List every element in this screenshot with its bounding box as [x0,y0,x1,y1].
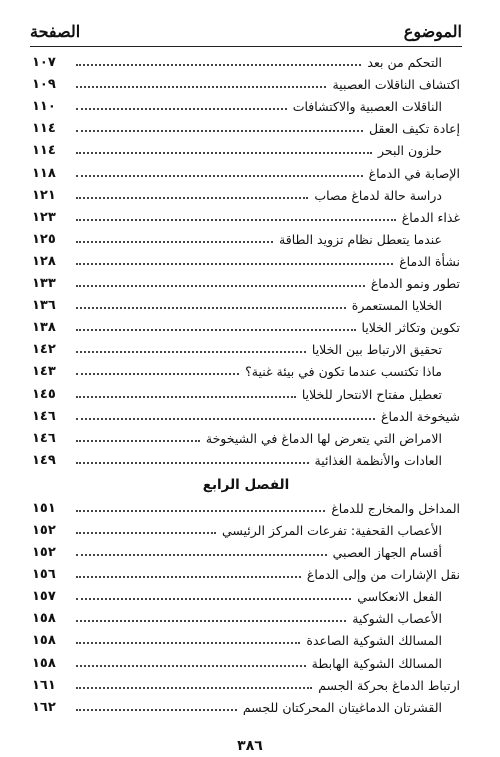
dot-leader [76,329,356,331]
toc-entry-title: الإصابة في الدماغ [368,165,460,181]
toc-entries [32,49,460,716]
toc-entry-page: ١٣٦ [32,298,56,314]
chapter-heading: الفصل الرابع [202,476,290,493]
toc-entry-title: العادات والأنظمة الغذائية [314,452,442,468]
toc-row [32,380,460,402]
dot-leader [76,285,365,287]
toc-entry-title: الناقلات العصبية والاكتشافات [292,99,442,115]
toc-entry-title: المداخل والمخارج للدماغ [331,500,460,516]
toc-entry-page: ١١٤ [32,143,56,159]
dot-leader [76,598,351,600]
toc-entry-page: ١٦١ [32,677,56,693]
toc-header [30,16,462,47]
toc-row [32,694,460,716]
toc-row [32,270,460,292]
dot-leader [76,576,301,578]
dot-leader [76,440,200,442]
dot-leader [76,86,326,88]
toc-entry-page: ١٦٢ [32,699,56,715]
toc-entry-title: ارتباط الدماغ بحركة الجسم [318,677,460,693]
toc-entry-page: ١١٤ [32,121,56,137]
page-number: ٣٨٦ [237,738,263,754]
toc-row [32,93,460,115]
toc-entry-page: ١٢١ [32,187,56,203]
topic-column-heading: الموضوع [403,21,462,41]
dot-leader [76,532,216,534]
dot-leader [76,307,346,309]
dot-leader [76,462,309,464]
toc-entry-page: ١٥٢ [32,522,56,538]
dot-leader [76,687,312,689]
toc-entry-title: شيخوخة الدماغ [381,408,460,424]
toc-entry-page: ١٤٦ [32,430,56,446]
toc-entry-title: المسالك الشوكية الهابطة [311,655,442,671]
toc-row [32,182,460,204]
dot-leader [76,642,300,644]
toc-entry-page: ١٢٣ [32,209,56,225]
toc-entry-page: ١٥١ [32,500,56,516]
toc-entry-title: إعادة تكيف العقل [369,121,460,137]
toc-entry-title: ماذا تكتسب عندما تكون في بيئة غنية؟ [245,364,442,380]
toc-entry-title: أقسام الجهاز العصبي [332,545,442,561]
toc-row [32,495,460,517]
toc-row [32,314,460,336]
toc-row [32,672,460,694]
toc-entry-page: ١٢٥ [32,231,56,247]
dot-leader [76,175,363,177]
toc-entry-page: ١٥٦ [32,567,56,583]
toc-entry-title: المسالك الشوكية الصاعدة [306,633,442,649]
toc-entry-title: الأعصاب القحفية: تفرعات المركز الرئيسي [221,522,442,538]
dot-leader [76,152,372,154]
toc-entry-page: ١٣٨ [32,320,56,336]
toc-entry-page: ١٥٨ [32,633,56,649]
toc-entry-page: ١١٠ [32,99,56,115]
dot-leader [76,64,361,66]
toc-entry-title: تحقيق الارتباط بين الخلايا [311,342,442,358]
dot-leader [76,620,346,622]
toc-entry-page: ١٤٦ [32,408,56,424]
toc-entry-title: اكتشاف الناقلات العصبية [332,77,460,93]
toc-entry-page: ١٤٢ [32,342,56,358]
toc-row [32,605,460,627]
toc-entry-title: القشرتان الدماغيتان المحركتان للجسم [242,699,442,715]
toc-entry-page: ١٤٣ [32,364,56,380]
toc-entry-page: ١٠٩ [32,77,56,93]
toc-row [32,137,460,159]
toc-entry-title: الامراض التي يتعرض لها الدماغ في الشيخوخة [205,430,442,446]
toc-row [32,649,460,671]
toc-entry-title: حلزون البحر [378,143,442,159]
toc-entry-title: الفعل الانعكاسي [357,589,442,605]
toc-row [32,204,460,226]
toc-entry-title: عندما يتعطل نظام تزويد الطاقة [279,231,442,247]
toc-row [32,447,460,469]
toc-entry-page: ١٥٧ [32,589,56,605]
dot-leader [76,665,306,667]
toc-row [32,627,460,649]
toc-entry-page: ١٣٣ [32,276,56,292]
toc-entry-title: غذاء الدماغ [401,209,460,225]
dot-leader [76,241,273,243]
toc-entry-page: ١٠٧ [32,55,56,71]
toc-entry-page: ١٥٨ [32,611,56,627]
toc-row [32,425,460,447]
toc-entry-title: نقل الإشارات من وإلى الدماغ [306,567,460,583]
toc-entry-page: ١١٨ [32,165,56,181]
toc-row [32,248,460,270]
dot-leader [76,373,239,375]
toc-row [32,583,460,605]
dot-leader [76,351,306,353]
toc-entry-page: ١٢٨ [32,253,56,269]
dot-leader [76,263,393,265]
toc-entry-page: ١٥٨ [32,655,56,671]
toc-entry-title: تطور ونمو الدماغ [370,276,460,292]
toc-row [32,226,460,248]
toc-entry-page: ١٤٩ [32,452,56,468]
dot-leader [76,108,287,110]
dot-leader [76,418,375,420]
toc-row [32,159,460,181]
toc-entry-title: الخلايا المستعمرة [351,298,442,314]
toc-row [32,115,460,137]
toc-row [32,336,460,358]
toc-entry-title: تعطيل مفتاح الانتحار للخلايا [301,386,442,402]
dot-leader [76,396,296,398]
dot-leader [76,219,396,221]
toc-entry-page: ١٥٢ [32,545,56,561]
dot-leader [76,709,237,711]
dot-leader [76,130,363,132]
toc-entry-title: نشأة الدماغ [399,253,460,269]
toc-row [32,403,460,425]
toc-row [32,561,460,583]
toc-row [32,358,460,380]
dot-leader [76,197,308,199]
toc-entry-title: دراسة حالة لدماغ مصاب [314,187,442,203]
toc-row [32,49,460,71]
toc-row [32,517,460,539]
toc-row [32,292,460,314]
toc-row [32,539,460,561]
dot-leader [76,554,327,556]
toc-entry-title: الأعصاب الشوكية [352,611,442,627]
toc-entry-title: التحكم من بعد [367,55,442,71]
page-column-heading: الصفحة [30,21,81,41]
toc-row [32,71,460,93]
dot-leader [76,510,325,512]
toc-entry-title: تكوين وتكاثر الخلايا [361,320,460,336]
toc-entry-page: ١٤٥ [32,386,56,402]
